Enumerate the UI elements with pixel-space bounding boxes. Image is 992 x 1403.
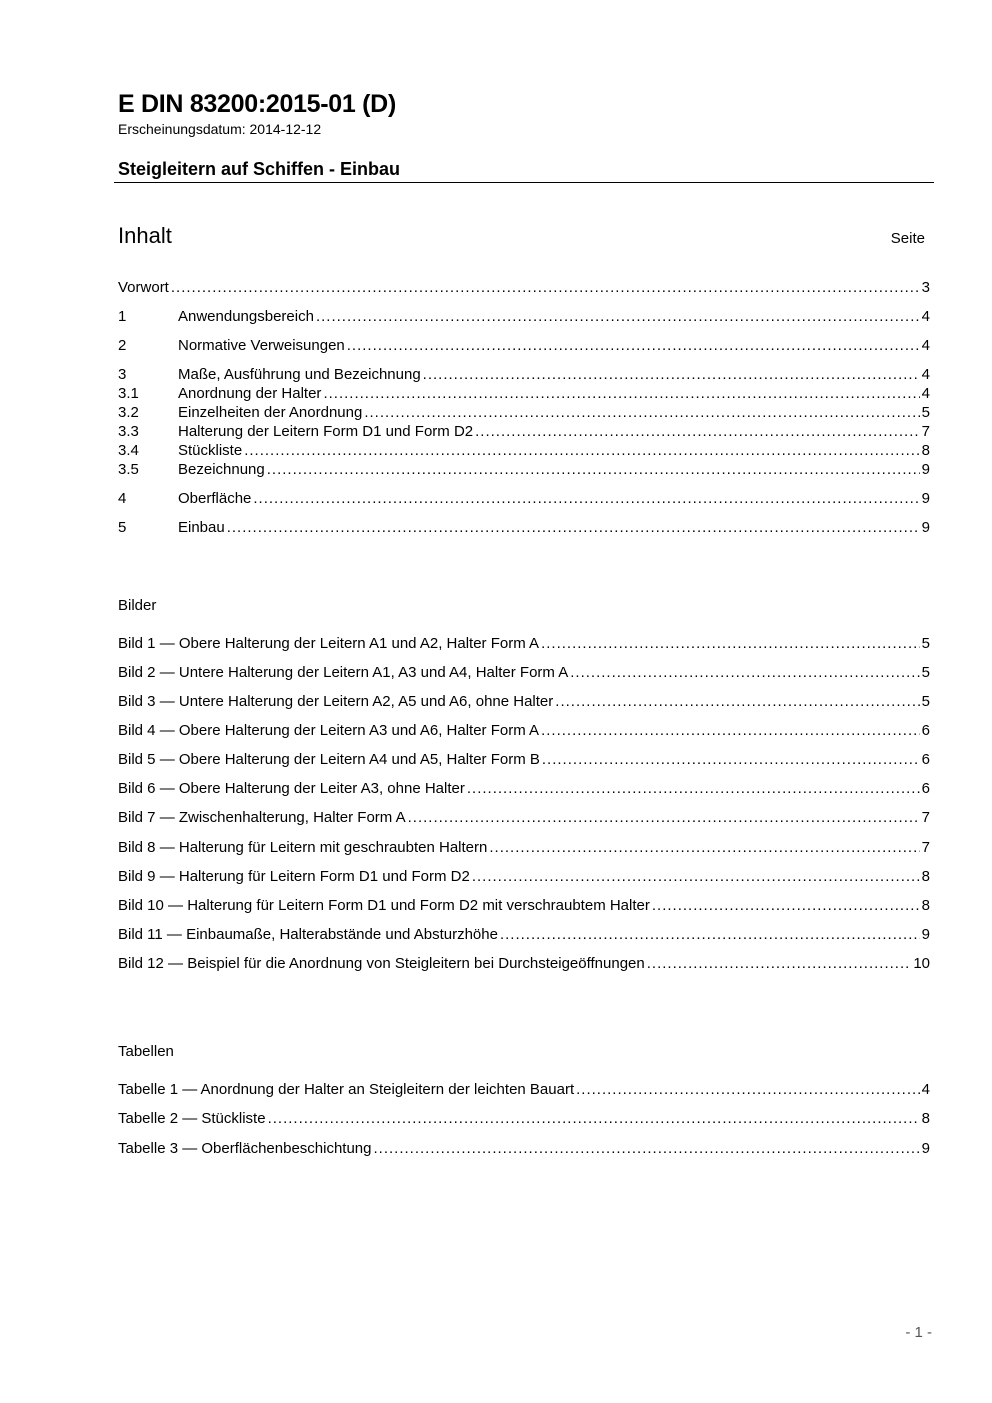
toc-entry-page: 9	[921, 461, 930, 478]
dot-leader	[253, 490, 919, 509]
table-entry-label: Tabelle 2 — Stückliste	[118, 1110, 266, 1127]
figure-entry-label: Bild 5 — Obere Halterung der Leitern A4 und A5, Halter Form B	[118, 751, 540, 768]
figure-entry[interactable]	[118, 897, 930, 916]
figure-entry-page: 5	[921, 635, 930, 652]
dot-leader	[408, 809, 920, 828]
dot-leader	[316, 308, 920, 327]
dot-leader	[647, 955, 912, 974]
figure-entry-label: Bild 2 — Untere Halterung der Leitern A1, A3 und A4, Halter Form A	[118, 664, 569, 681]
toc-entry-page: 9	[921, 519, 930, 536]
figure-entry-label: Bild 1 — Obere Halterung der Leitern A1 und A2, Halter Form A	[118, 635, 540, 652]
table-entry[interactable]	[118, 1140, 930, 1159]
page-number: - 1 -	[905, 1324, 932, 1341]
dot-leader	[500, 926, 920, 945]
dot-leader	[374, 1140, 920, 1159]
toc-entry-number: 5	[118, 519, 127, 536]
table-entry-label: Tabelle 1 — Anordnung der Halter an Steigleitern der leichten Bauart	[118, 1081, 575, 1098]
dot-leader	[652, 897, 920, 916]
dot-leader	[227, 519, 920, 538]
toc-entry-number: 2	[118, 337, 127, 354]
toc-entry-page: 3	[921, 279, 930, 296]
toc-entry[interactable]	[118, 490, 930, 509]
page-column-label: Seite	[890, 230, 925, 247]
figure-entry[interactable]	[118, 809, 930, 828]
dot-leader	[472, 868, 920, 887]
figure-entry-label: Bild 8 — Halterung für Leitern mit geschraubten Haltern	[118, 839, 488, 856]
toc-entry-number: 3.2	[118, 404, 139, 421]
toc-entry[interactable]	[118, 366, 930, 385]
figure-entry[interactable]	[118, 839, 930, 858]
toc-entry-number: 3	[118, 366, 127, 383]
toc-entry[interactable]	[118, 404, 930, 423]
figure-entry-label: Bild 4 — Obere Halterung der Leitern A3 und A6, Halter Form A	[118, 722, 540, 739]
toc-entry-number: 1	[118, 308, 127, 325]
toc-entry-label: Einbau	[178, 519, 225, 536]
toc-entry[interactable]	[118, 423, 930, 442]
toc-entry[interactable]	[118, 279, 930, 298]
figure-entry[interactable]	[118, 868, 930, 887]
dot-leader	[541, 635, 920, 654]
figure-entry-label: Bild 9 — Halterung für Leitern Form D1 und Form D2	[118, 868, 470, 885]
table-entry[interactable]	[118, 1081, 930, 1100]
figure-entry[interactable]	[118, 693, 930, 712]
toc-entry-label: Vorwort	[118, 279, 169, 296]
dot-leader	[475, 423, 920, 442]
figure-entry-page: 10	[913, 955, 930, 972]
figure-entry-page: 5	[921, 693, 930, 710]
figure-entry-label: Bild 12 — Beispiel für die Anordnung von Steigleitern bei Durchsteigeöffnungen	[118, 955, 645, 972]
toc-entry-number: 3.1	[118, 385, 139, 402]
toc-entry-label: Oberfläche	[178, 490, 252, 507]
figure-entry[interactable]	[118, 926, 930, 945]
figure-entry-label: Bild 6 — Obere Halterung der Leiter A3, ohne Halter	[118, 780, 465, 797]
toc-entry-number: 3.4	[118, 442, 139, 459]
figure-entry[interactable]	[118, 780, 930, 799]
figure-entry-page: 5	[921, 664, 930, 681]
toc-entry[interactable]	[118, 337, 930, 356]
dot-leader	[323, 385, 919, 404]
figures-heading: Bilder	[118, 597, 157, 614]
dot-leader	[268, 1110, 920, 1129]
toc-entry-label: Einzelheiten der Anordnung	[178, 404, 363, 421]
toc-entry-page: 4	[921, 385, 930, 402]
figure-entry[interactable]	[118, 751, 930, 770]
toc-entry[interactable]	[118, 519, 930, 538]
table-entry[interactable]	[118, 1110, 930, 1129]
dot-leader	[267, 461, 920, 480]
toc-entry[interactable]	[118, 461, 930, 480]
figure-entry[interactable]	[118, 635, 930, 654]
toc-entry-page: 8	[921, 442, 930, 459]
figure-entry-page: 8	[921, 897, 930, 914]
toc-entry-label: Anordnung der Halter	[178, 385, 322, 402]
toc-entry-label: Bezeichnung	[178, 461, 265, 478]
toc-entry-label: Maße, Ausführung und Bezeichnung	[178, 366, 421, 383]
table-entry-page: 9	[921, 1140, 930, 1157]
toc-entry-page: 4	[921, 366, 930, 383]
figure-entry-page: 6	[921, 751, 930, 768]
figure-entry-page: 7	[921, 809, 930, 826]
figure-entry-page: 6	[921, 780, 930, 797]
toc-entry-page: 5	[921, 404, 930, 421]
dot-leader	[347, 337, 920, 356]
dot-leader	[364, 404, 919, 423]
toc-entry-label: Anwendungsbereich	[178, 308, 314, 325]
figure-entry-label: Bild 7 — Zwischenhalterung, Halter Form A	[118, 809, 406, 826]
toc-entry-page: 7	[921, 423, 930, 440]
figure-entry[interactable]	[118, 722, 930, 741]
toc-entry-number: 3.3	[118, 423, 139, 440]
document-number: E DIN 83200:2015-01 (D)	[118, 90, 396, 118]
dot-leader	[542, 751, 920, 770]
figure-entry-page: 6	[921, 722, 930, 739]
figure-entry-page: 9	[921, 926, 930, 943]
figure-entry-page: 7	[921, 839, 930, 856]
document-title: Steigleitern auf Schiffen - Einbau	[118, 159, 401, 179]
figure-entry[interactable]	[118, 664, 930, 683]
toc-entry[interactable]	[118, 308, 930, 327]
dot-leader	[576, 1081, 920, 1100]
toc-entry-page: 4	[921, 337, 930, 354]
toc-entry-label: Normative Verweisungen	[178, 337, 345, 354]
table-entry-page: 8	[921, 1110, 930, 1127]
figure-entry-label: Bild 3 — Untere Halterung der Leitern A2, A5 und A6, ohne Halter	[118, 693, 554, 710]
dot-leader	[541, 722, 920, 741]
toc-heading: Inhalt	[118, 223, 172, 248]
title-divider	[114, 182, 934, 183]
toc-entry[interactable]	[118, 442, 930, 461]
figure-entry-label: Bild 11 — Einbaumaße, Halterabstände und Absturzhöhe	[118, 926, 498, 943]
figure-entry-page: 8	[921, 868, 930, 885]
tables-heading: Tabellen	[118, 1043, 174, 1060]
dot-leader	[489, 839, 919, 858]
toc-entry-label: Stückliste	[178, 442, 243, 459]
toc-entry-number: 3.5	[118, 461, 139, 478]
dot-leader	[171, 279, 920, 298]
toc-entry-page: 4	[921, 308, 930, 325]
dot-leader	[570, 664, 919, 683]
figure-entry[interactable]	[118, 955, 930, 974]
table-entry-label: Tabelle 3 — Oberflächenbeschichtung	[118, 1140, 372, 1157]
publication-date: Erscheinungsdatum: 2014-12-12	[118, 121, 322, 137]
toc-entry-page: 9	[921, 490, 930, 507]
dot-leader	[244, 442, 919, 461]
toc-entry[interactable]	[118, 385, 930, 404]
figure-entry-label: Bild 10 — Halterung für Leitern Form D1 und Form D2 mit verschraubtem Halter	[118, 897, 650, 914]
dot-leader	[467, 780, 920, 799]
dot-leader	[555, 693, 919, 712]
toc-entry-label: Halterung der Leitern Form D1 und Form D2	[178, 423, 474, 440]
dot-leader	[423, 366, 920, 385]
toc-entry-number: 4	[118, 490, 127, 507]
table-entry-page: 4	[921, 1081, 930, 1098]
